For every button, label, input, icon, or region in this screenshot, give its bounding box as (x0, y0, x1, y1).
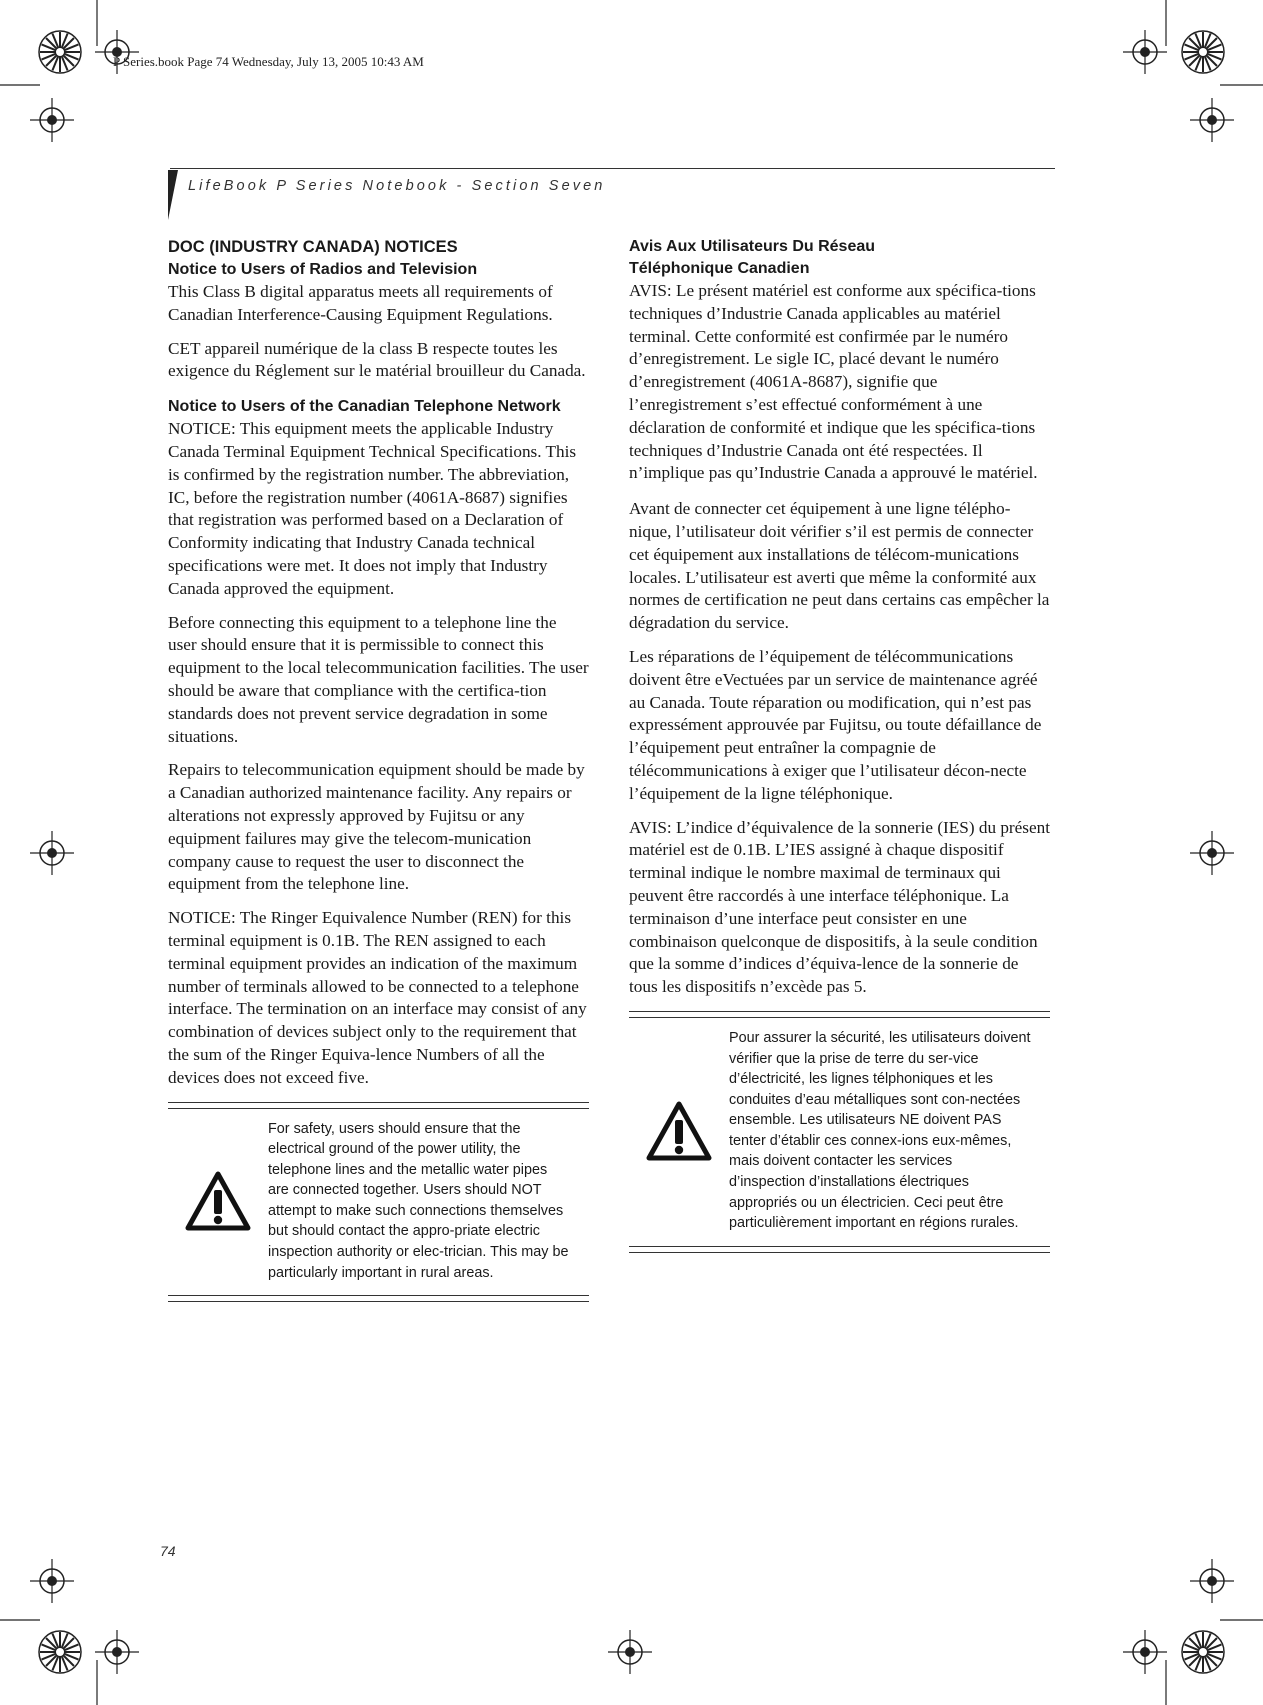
page-number: 74 (160, 1543, 176, 1559)
subheading-telephone-network: Notice to Users of the Canadian Telephone Network (168, 398, 561, 416)
section-heading-avis-line2: Téléphonique Canadien (629, 260, 810, 277)
book-slug: P Series.book Page 74 Wednesday, July 13, 2005 10:43 AM (113, 54, 424, 69)
warning-triangle-icon (168, 1170, 268, 1232)
header-rule (170, 168, 1055, 169)
paragraph: NOTICE: The Ringer Equivalence Number (REN) for this terminal equipment is 0.1B. The REN assigned to each terminal equipment provides an indication of the maximum number of terminals allowed to be connected to a telephone interface. The termination on an interface may consist of any combination of devices subject only to the requirement that the sum of the Ringer Equiva-lence Numbers of all the devices does not exceed five. (168, 908, 587, 1087)
left-column (168, 236, 589, 1302)
paragraph: AVIS: Le présent matériel est conforme aux spécifica-tions techniques d’Industrie Canada applicables au matériel terminal. Cette conformité est confirmée par le numéro d’enregistrement. Le sigle IC, placé devant le numéro d’enregistrement (4061A-8687), signifie que l’enregistrement s’est effectué conformément à une déclaration de conformité et indique que les spécifica-tions techniques d’Industrie Canada ont été respectées. Il n’implique pas qu’Industrie Canada a approuvé le matériel. (629, 281, 1038, 483)
paragraph: This Class B digital apparatus meets all requirements of Canadian Interference-Causing Equipment Regulations. (168, 282, 553, 324)
caution-rule-bottom (629, 1246, 1050, 1253)
right-column (629, 236, 1050, 1253)
caution-rule-top (629, 1011, 1050, 1018)
caution-rule-bottom (168, 1295, 589, 1302)
header-wedge (168, 170, 178, 220)
subheading-radios-tv: Notice to Users of Radios and Television (168, 261, 478, 278)
paragraph: Repairs to telecommunication equipment should be made by a Canadian authorized maintenance facility. Any repairs or alterations not expressly approved by Fujitsu or any equipment failures may give the telecom-munication company cause to request the user to disconnect the equipment from the telephone line. (168, 760, 585, 894)
paragraph: Les réparations de l’équipement de télécommunications doivent être eVectuées par un service de maintenance agréé au Canada. Toute réparation ou modification, qui n’est pas expressément approuvée par Fujitsu, ou toute défaillance de l’équipement peut entraîner la compagnie de télécommunications à exiger que l’utilisateur décon-necte l’équipement de la ligne téléphonique. (629, 646, 1042, 803)
caution-box (629, 1011, 1050, 1253)
paragraph: NOTICE: This equipment meets the applicable Industry Canada Terminal Equipment Technical Specifications. This is confirmed by the registration number. The abbreviation, IC, before the registration number (4061A-8687) signifies that registration was performed based on a Declaration of Conformity indicating that Industry Canada technical specifications were met. It does not imply that Industry Canada approved the equipment. (168, 419, 577, 598)
paragraph: Avant de connecter cet équipement à une ligne télépho-nique, l’utilisateur doit vérifier s’il est permis de connecter cet équipement aux installations de télécom-munications locales. L’utilisateur est averti que même la conformité aux normes de certification ne peut dans certains cas empêcher la dégradation du service. (629, 499, 1050, 633)
warning-triangle-icon (629, 1100, 729, 1162)
running-head: LifeBook P Series Notebook - Section Seven (188, 178, 606, 194)
caution-text: For safety, users should ensure that the electrical ground of the power utility, the telephone lines and the metallic water pipes are connected together. Users should NOT attempt to make such connections themselves but should contact the appro-priate electric inspection authority or elec-trician. This may be particularly important in rural areas. (268, 1120, 569, 1281)
paragraph: CET appareil numérique de la class B respecte toutes les exigence du Réglement sur le matérial brouilleur du Canada. (168, 338, 586, 381)
section-heading-doc-notices: DOC (INDUSTRY CANADA) NOTICES (168, 238, 458, 256)
paragraph: Before connecting this equipment to a telephone line the user should ensure that it is permissible to connect this equipment to the local telecommunication facilities. The user should be aware that compliance with the certifica-tion standards does not prevent service degradation in some situations. (168, 612, 589, 746)
paragraph: AVIS: L’indice d’équivalence de la sonnerie (IES) du présent matériel est de 0.1B. L’IES assigné à chaque dispositif terminal indique le nombre maximal de terminaux qui peuvent être raccordés à une interface téléphonique. La terminaison d’une interface peut consister en une combinaison quelconque de dispositifs, à la seule condition que la somme d’indices d’équiva-lence de la sonnerie de tous les dispositifs n’excède pas 5. (629, 817, 1050, 997)
caution-text: Pour assurer la sécurité, les utilisateurs doivent vérifier que la prise de terre du ser-vice d’électricité, les lignes télphoniques et les conduites d’eau métalliques sont con-nectées ensemble. Les utilisateurs NE doivent PAS tenter d’établir ces connex-ions eux-mêmes, mais doivent contacter les services d’inspection d’installations électriques appropriés ou un électricien. Ceci peut être particulièrement important en régions rurales. (729, 1029, 1031, 1232)
caution-box (168, 1102, 589, 1303)
caution-rule-top (168, 1102, 589, 1109)
section-heading-avis: Avis Aux Utilisateurs Du Réseau (629, 238, 876, 255)
